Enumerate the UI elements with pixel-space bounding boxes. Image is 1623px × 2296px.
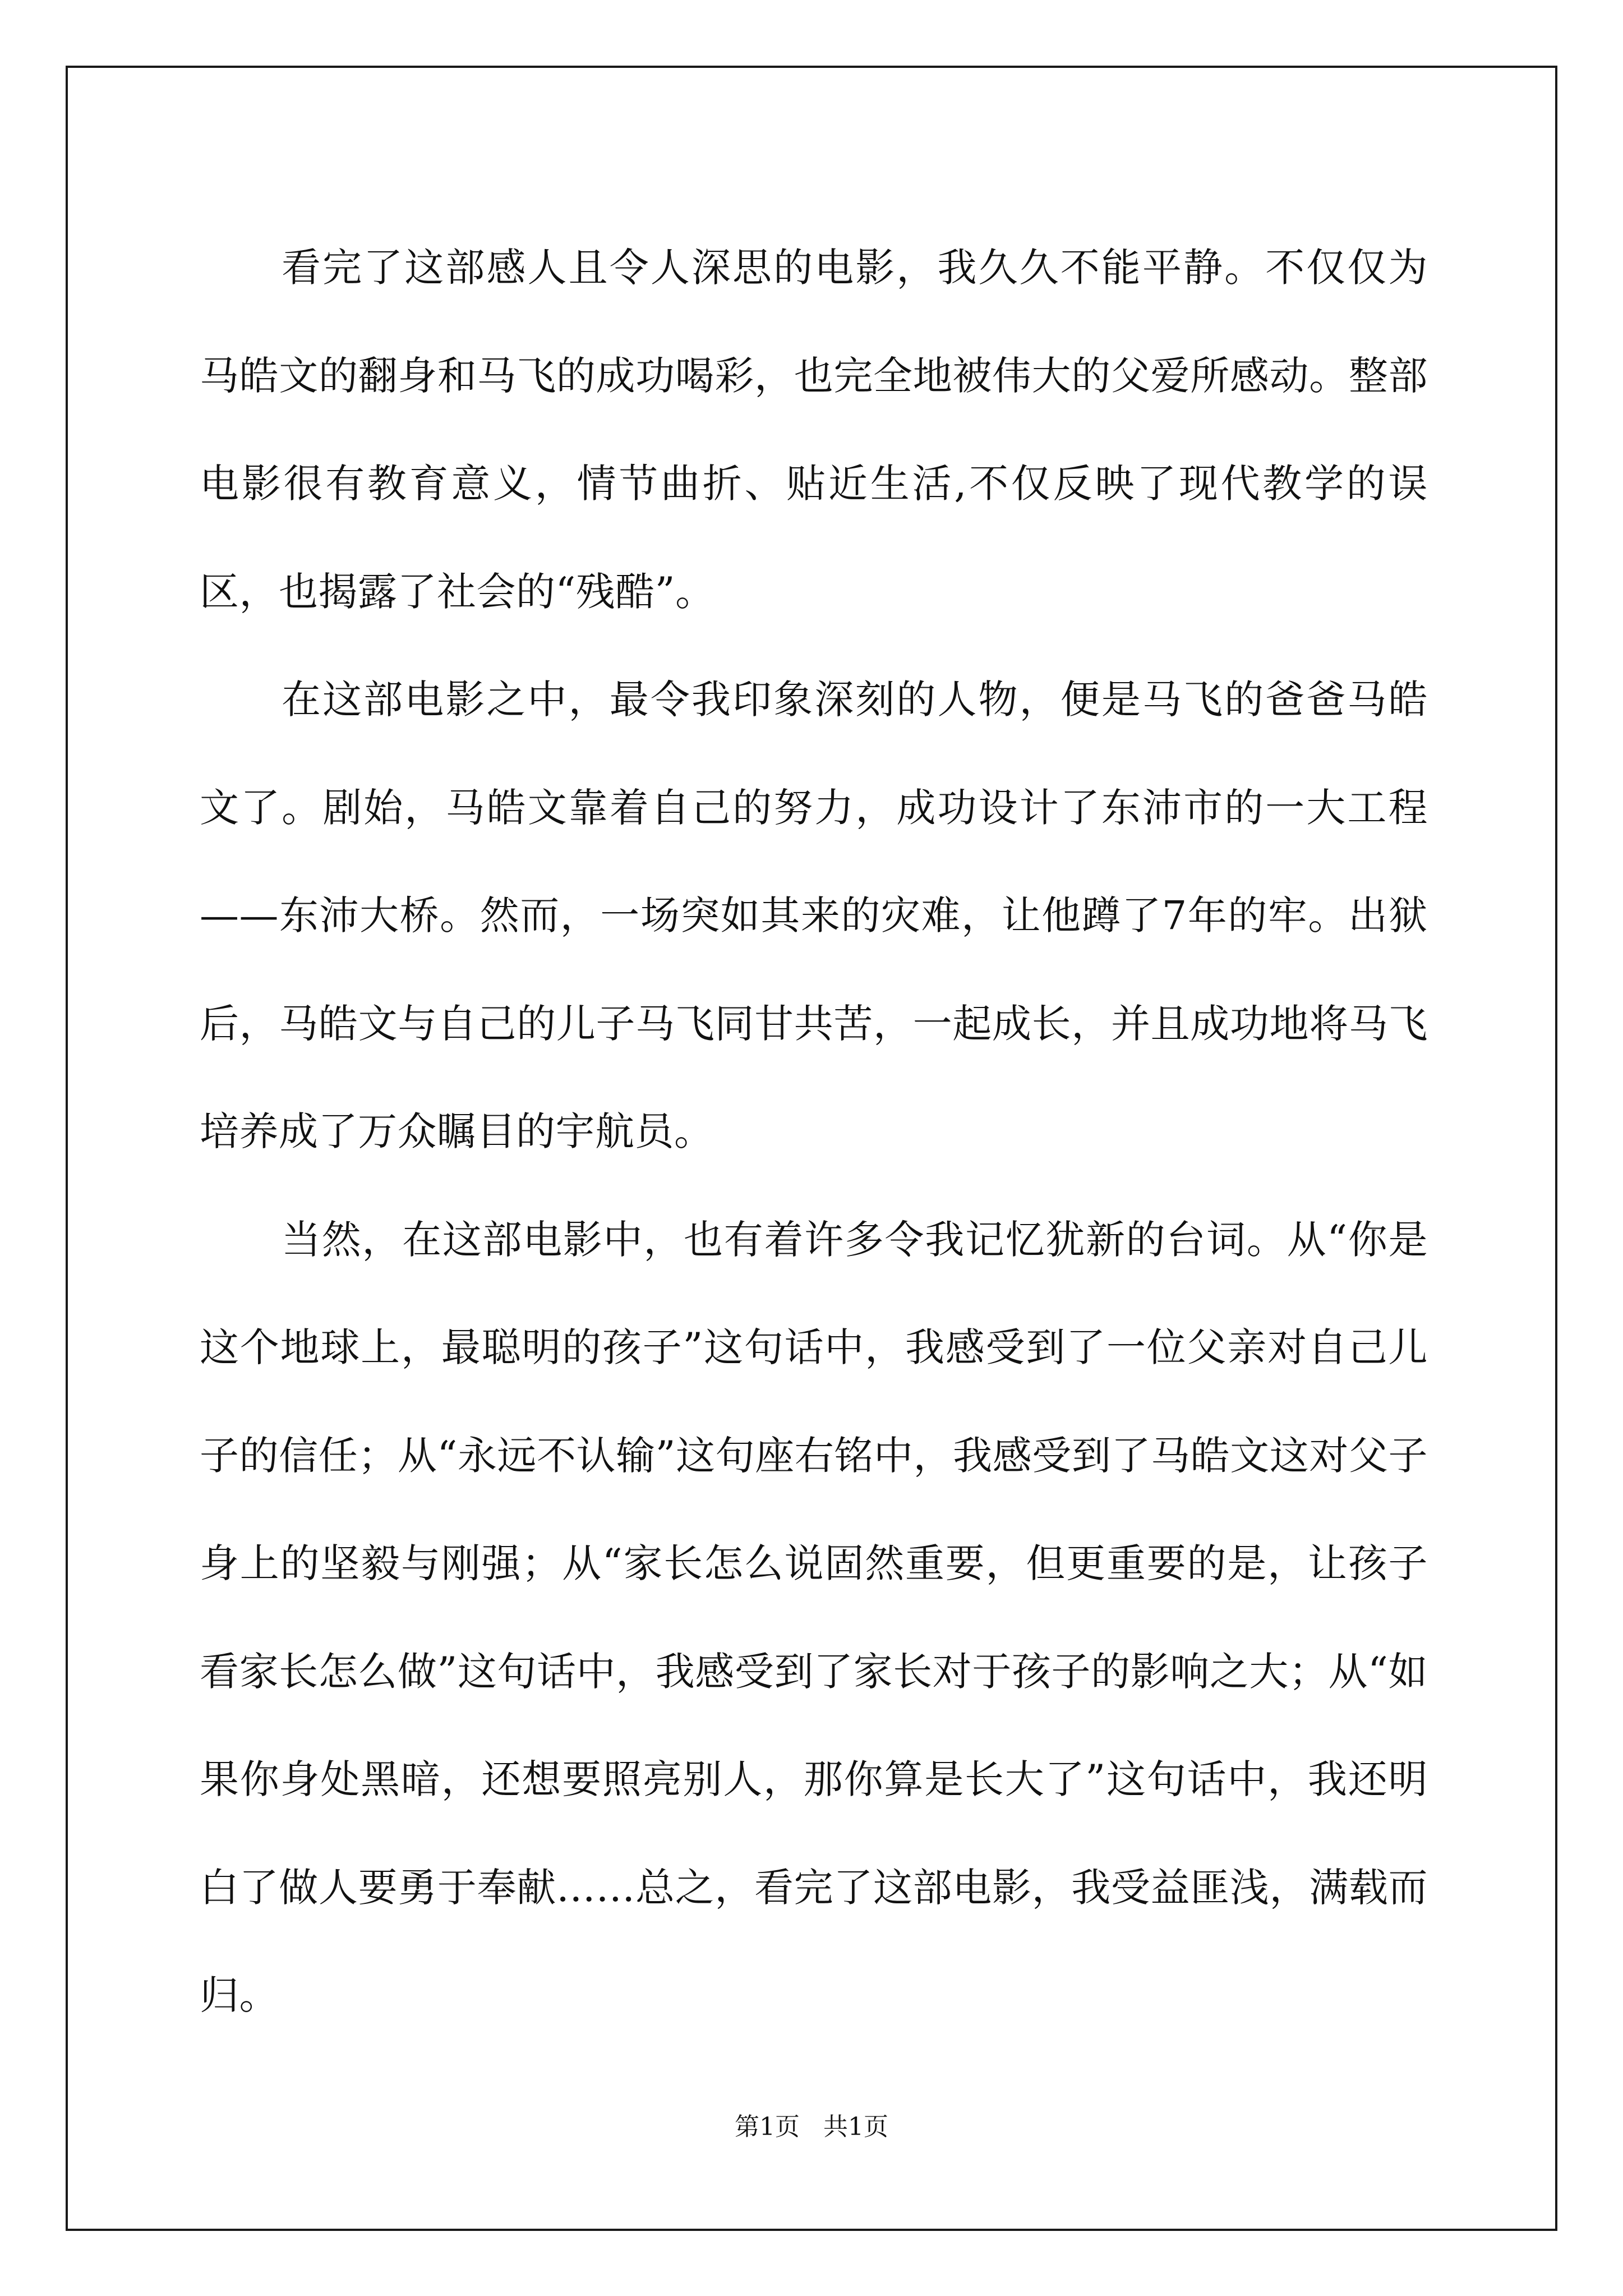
paragraph-2: 在这部电影之中，最令我印象深刻的人物，便是马飞的爸爸马皓文了。剧始，马皓文靠着自己的努力，成功设计了东沛市的一大工程——东沛大桥。然而，一场突如其来的灾难，让他蹲了7年的牢。出狱后，马皓文与自己的儿子马飞同甘共苦，一起成长，并且成功地将马飞培养成了万众瞩目的宇航员。: [200, 677, 1428, 1154]
page-number-footer: 第1页 共1页: [735, 2113, 888, 2141]
paragraph-1: 看完了这部感人且令人深思的电影，我久久不能平静。不仅仅为马皓文的翻身和马飞的成功喝彩，也完全地被伟大的父爱所感动。整部电影很有教育意义，情节曲折、贴近生活,不仅反映了现代教学的误区，也揭露了社会的“残酷”。: [200, 245, 1428, 615]
document-body: [200, 214, 1428, 2050]
paragraph-3: 当然，在这部电影中，也有着许多令我记忆犹新的台词。从“你是这个地球上，最聪明的孩子”这句话中，我感受到了一位父亲对自己儿子的信任；从“永远不认输”这句座右铭中，我感受到了马皓文这对父子身上的坚毅与刚强；从“家长怎么说固然重要，但更重要的是，让孩子看家长怎么做”这句话中，我感受到了家长对于孩子的影响之大；从“如果你身处黑暗，还想要照亮别人，那你算是长大了”这句话中，我还明白了做人要勇于奉献……总之，看完了这部电影，我受益匪浅，满载而归。: [200, 1216, 1428, 2018]
